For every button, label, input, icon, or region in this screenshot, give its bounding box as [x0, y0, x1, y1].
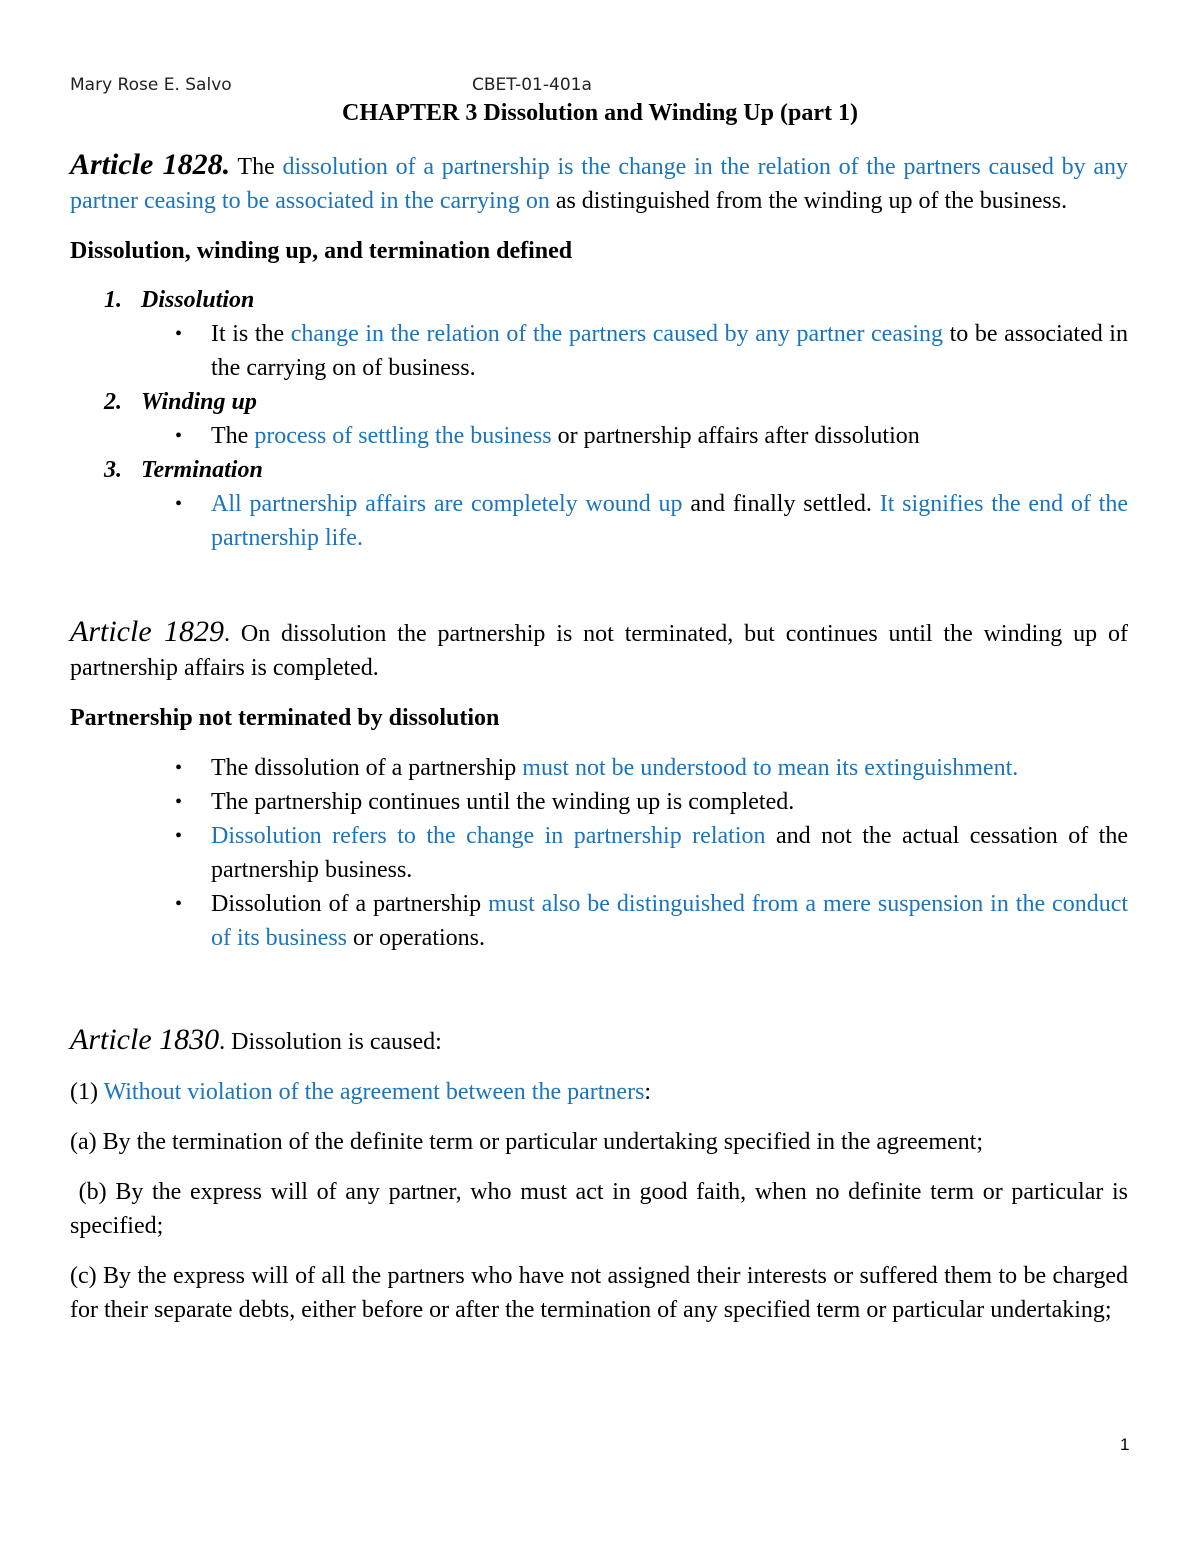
bullet-item: • The partnership continues until the winding up is completed.	[70, 785, 1128, 819]
bullet-item: • It is the change in the relation of the partners caused by any partner ceasing to be associated in the carrying on of business.	[70, 317, 1128, 385]
not-terminated-list	[70, 751, 1128, 955]
bullet-item: • Dissolution of a partnership must also be distinguished from a mere suspension in the conduct of its business or operations.	[70, 887, 1128, 955]
section-heading: Dissolution, winding up, and termination defined	[70, 238, 573, 264]
page-number: 1	[1120, 1435, 1130, 1454]
paragraph-b: (b) By the express will of any partner, who must act in good faith, when no definite term or particular is specified;	[70, 1179, 1135, 1239]
paragraph-1: (1) Without violation of the agreement between the partners:	[70, 1079, 652, 1105]
bullet-item: • The process of settling the business or partnership affairs after dissolution	[70, 419, 1128, 453]
bullet-item: • The dissolution of a partnership must not be understood to mean its extinguishment.	[70, 751, 1128, 785]
course-code: CBET-01-401a	[472, 75, 592, 95]
bullet-icon: •	[175, 825, 183, 847]
article-label: Article 1829	[70, 615, 224, 648]
chapter-title: CHAPTER 3 Dissolution and Winding Up (part 1)	[342, 100, 858, 126]
bullet-icon: •	[175, 757, 183, 779]
page-header	[70, 75, 1130, 99]
paragraph-c: (c) By the express will of all the partners who have not assigned their interests or suffered them to be charged for their separate debts, either before or after the termination of any specified term or particular undertaking;	[70, 1263, 1128, 1323]
bullet-item: • Dissolution refers to the change in partnership relation and not the actual cessation of the partnership business.	[70, 819, 1128, 887]
bullet-icon: •	[175, 893, 183, 915]
article-label: Article 1830	[70, 1023, 220, 1056]
article-1828: Article 1828. The dissolution of a partnership is the change in the relation of the partners caused by any partner ceasing to be associated in the carrying on as distinguished from the winding up of the business.	[70, 148, 1128, 214]
list-item: 1. Dissolution	[104, 287, 255, 313]
bullet-icon: •	[175, 425, 183, 447]
bullet-icon: •	[175, 323, 183, 345]
section-heading: Partnership not terminated by dissolution	[70, 705, 500, 731]
bullet-icon: •	[175, 791, 183, 813]
list-item: 3. Termination	[104, 457, 263, 483]
article-1829: Article 1829. On dissolution the partnership is not terminated, but continues until the winding up of partnership affairs is completed.	[70, 615, 1128, 681]
document-body	[70, 148, 1135, 1327]
bullet-icon: •	[175, 493, 183, 515]
article-label: Article 1828.	[70, 148, 231, 181]
list-item: 2. Winding up	[104, 389, 257, 415]
definitions-list	[70, 283, 1128, 555]
author-name: Mary Rose E. Salvo	[70, 75, 232, 95]
paragraph-a: (a) By the termination of the definite term or particular undertaking specified in the agreement;	[70, 1129, 983, 1155]
article-1830: Article 1830. Dissolution is caused:	[70, 1023, 442, 1056]
bullet-item: • All partnership affairs are completely wound up and finally settled. It signifies the end of the partnership life.	[70, 487, 1128, 555]
